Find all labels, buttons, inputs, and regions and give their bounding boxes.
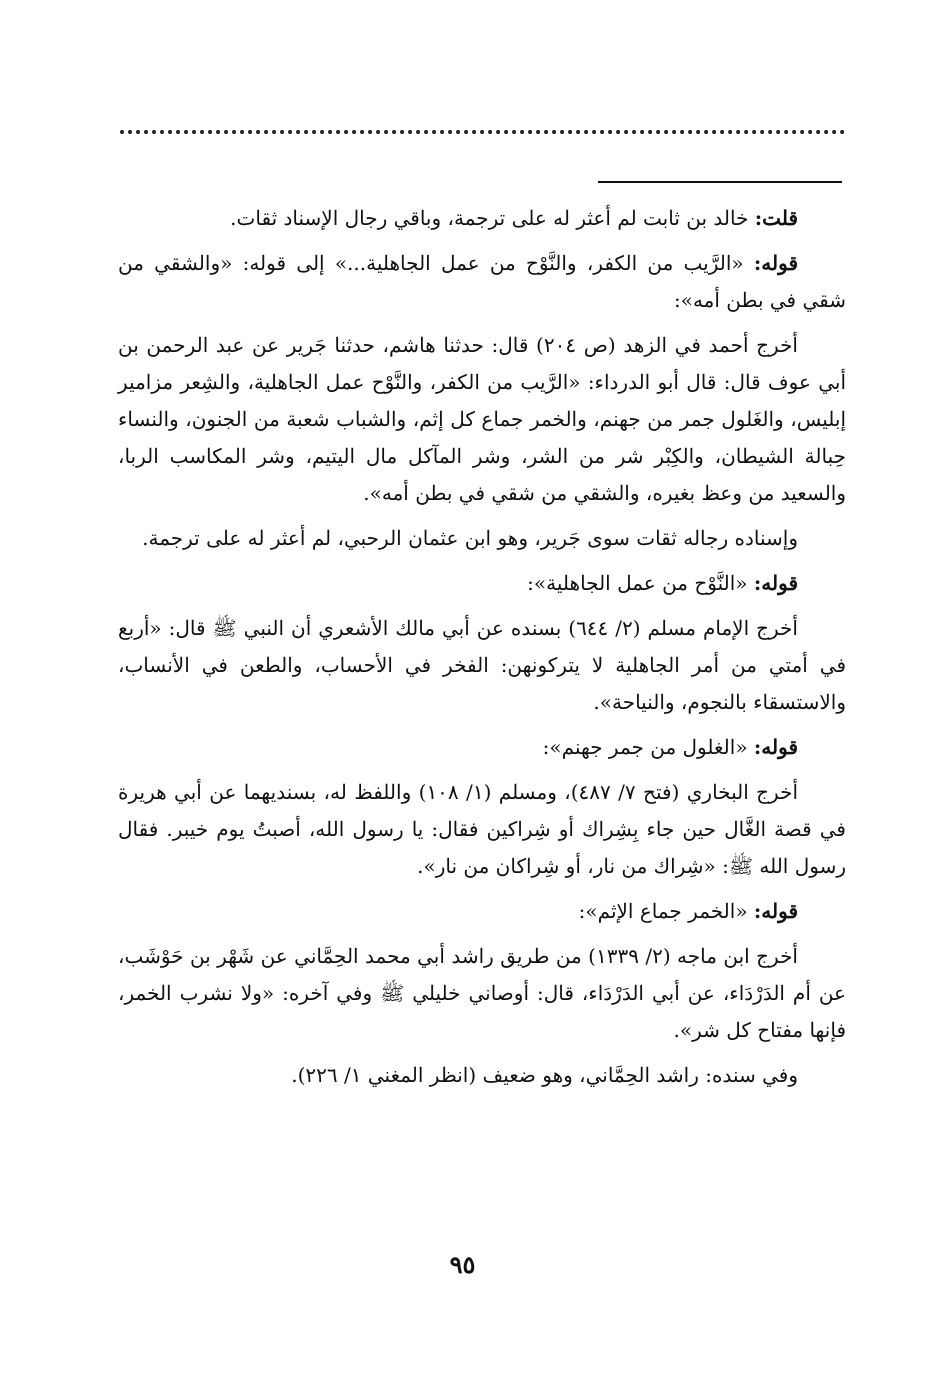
page-body: [118, 200, 846, 1102]
paragraph-text: وفي سنده: راشد الحِمَّاني، وهو ضعيف (انظر المغني ١/ ٢٢٦).: [291, 1063, 798, 1087]
paragraph-note: [118, 200, 846, 237]
paragraph-comment: [118, 1057, 846, 1094]
paragraph-text: أخرج أحمد في الزهد (ص ٢٠٤) قال: حدثنا هاشم، حدثنا جَرير عن عبد الرحمن بن أبي عوف قال: قال أبو الدرداء: «الرَّيب من الكفر، والنَّوْح عمل الجاهلية، والشِعر مزامير إبليس، والغَلول جمر من جهنم، والخمر جماع كل إثم، والشباب شعبة من الجنون، والنساء حِبالة الشيطان، والكِبْر شر من الشر، وشر المآكل مال اليتيم، وشر المكاسب الربا، والسعيد من وعظ بغيره، والشقي من شقي في بطن أمه».: [118, 333, 846, 505]
paragraph-lead: قوله:: [753, 251, 798, 275]
paragraph-hadith: [118, 938, 846, 1049]
paragraph-text: «النَّوْح من عمل الجاهلية»:: [527, 571, 754, 595]
paragraph-hadith: [118, 327, 846, 512]
paragraph-text: أخرج ابن ماجه (٢/ ١٣٣٩) من طريق راشد أبي محمد الحِمَّاني عن شَهْر بن حَوْشَب، عن أم الدَرْدَاء، عن أبي الدَرْدَاء، قال: أوصاني خليلي ﷺ وفي آخره: «ولا نشرب الخمر، فإنها مفتاح كل شر».: [118, 944, 846, 1042]
paragraph-lead: قوله:: [753, 899, 798, 923]
paragraph-lead: قوله:: [753, 735, 798, 759]
paragraph-text: أخرج البخاري (فتح ٧/ ٤٨٧)، ومسلم (١/ ١٠٨) واللفظ له، بسنديهما عن أبي هريرة في قصة الغَّال حين جاء بِشِراك أو شِراكين فقال: يا رسول الله، أصبتُ يوم خيبر. فقال رسول الله ﷺ: «شِراك من نار، أو شِراكان من نار».: [118, 780, 846, 878]
paragraph-heading: [118, 565, 846, 602]
paragraph-text: «الرَّيب من الكفر، والنَّوْح من عمل الجاهلية...» إلى قوله: «والشقي من شقي في بطن أمه»:: [118, 251, 846, 312]
paragraph-hadith: [118, 774, 846, 885]
page-number: ٩٥: [449, 1250, 476, 1279]
dotted-separator: [120, 130, 845, 134]
paragraph-heading: [118, 729, 846, 766]
section-rule: [598, 181, 842, 183]
paragraph-text: وإسناده رجاله ثقات سوى جَرير، وهو ابن عثمان الرحبي، لم أعثر له على ترجمة.: [142, 526, 798, 550]
paragraph-text: «الغلول من جمر جهنم»:: [542, 735, 754, 759]
paragraph-lead: قلت:: [754, 206, 798, 230]
paragraph-text: «الخمر جماع الإثم»:: [578, 899, 754, 923]
paragraph-comment: [118, 520, 846, 557]
paragraph-text: خالد بن ثابت لم أعثر له على ترجمة، وباقي رجال الإسناد ثقات.: [230, 206, 755, 230]
paragraph-heading: [118, 893, 846, 930]
paragraph-lead: قوله:: [753, 571, 798, 595]
paragraph-heading: [118, 245, 846, 319]
paragraph-hadith: [118, 610, 846, 721]
paragraph-text: أخرج الإمام مسلم (٢/ ٦٤٤) بسنده عن أبي مالك الأشعري أن النبي ﷺ قال: «أربع في أمتي من أمر الجاهلية لا يتركونهن: الفخر في الأحساب، والطعن في الأنساب، والاستسقاء بالنجوم، والنياحة».: [118, 616, 846, 714]
